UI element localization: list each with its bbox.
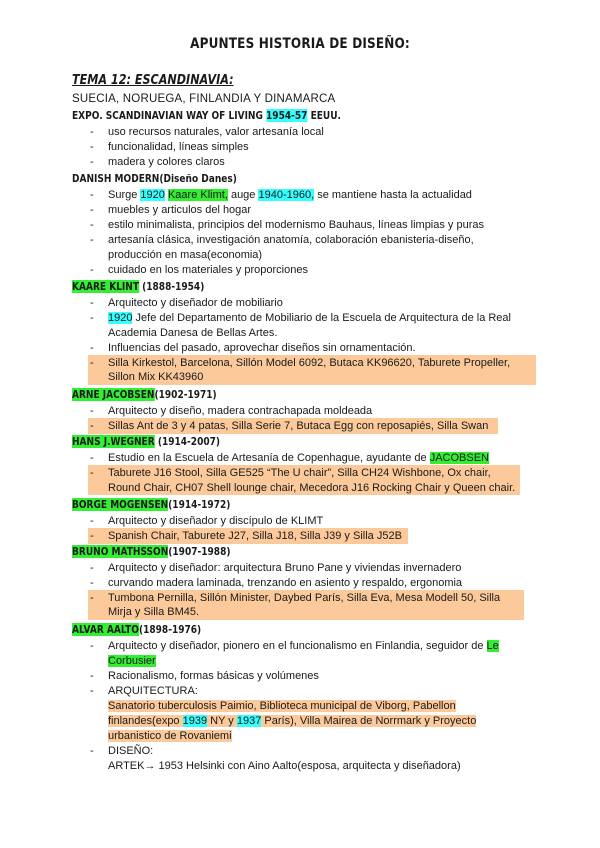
list-item: Racionalismo, formas básicas y volúmenes <box>108 670 319 682</box>
bullet-dash: - <box>90 592 94 604</box>
aalto-heading: ALVAR AALTO(1898-1976) <box>72 623 202 636</box>
bullet-dash: - <box>90 405 94 417</box>
list-item: Silla Kirkestol, Barcelona, Sillón Model 6092, Butaca KK96620, Taburete Propeller, <box>108 357 511 369</box>
list-item-continuation: producción en masa(economia) <box>108 249 263 261</box>
wegner-heading: HANS J.WEGNER (1914-2007) <box>72 435 221 448</box>
list-item: muebles y articulos del hogar <box>108 204 252 216</box>
architecture-line: Sanatorio tuberculosis Paimio, Biblioteca municipal de Viborg, Pabellon <box>108 700 456 712</box>
bullet-dash: - <box>90 745 94 757</box>
architecture-line: urbanistico de Rovaniemi <box>108 730 232 742</box>
bullet-dash: - <box>90 530 94 542</box>
list-item: Estudio en la Escuela de Artesanía de Copenhague, ayudante de JACOBSEN <box>108 452 489 464</box>
expo-heading: EXPO. SCANDINAVIAN WAY OF LIVING 1954-57 EEUU. <box>72 109 341 122</box>
list-item: uso recursos naturales, valor artesanía local <box>108 126 324 138</box>
list-item: curvando madera laminada, trenzando en asiento y respaldo, ergonomia <box>108 577 463 589</box>
list-item: DISEÑO: <box>108 745 154 757</box>
list-item: Arquitecto y diseñador: arquitectura Bruno Pane y viviendas invernadero <box>108 562 462 574</box>
jacobsen-heading: ARNE JACOBSEN(1902-1971) <box>72 388 217 401</box>
list-item: Tumbona Pernilla, Sillón Minister, Daybed París, Silla Eva, Mesa Modell 50, Silla <box>108 592 501 604</box>
bullet-dash: - <box>90 219 94 231</box>
bullet-dash: - <box>90 342 94 354</box>
list-item: cuidado en los materiales y proporciones <box>108 264 308 276</box>
list-item: Arquitecto y diseñador de mobiliario <box>108 297 283 309</box>
bullet-dash: - <box>90 685 94 697</box>
list-item: Taburete J16 Stool, Silla GE525 “The U chair”, Silla CH24 Wishbone, Ox chair, <box>108 467 491 479</box>
bullet-dash: - <box>90 297 94 309</box>
list-item: madera y colores claros <box>108 156 225 168</box>
bullet-dash: - <box>90 577 94 589</box>
list-item: 1920 Jefe del Departamento de Mobiliario de la Escuela de Arquitectura de la Real <box>108 312 511 324</box>
mathsson-heading: BRUNO MATHSSON(1907-1988) <box>72 545 231 558</box>
list-item: artesanía clásica, investigación anatomía, colaboración ebanisteria-diseño, <box>108 234 474 246</box>
bullet-dash: - <box>90 141 94 153</box>
list-item-continuation: Corbusier <box>108 655 156 667</box>
list-item: Influencias del pasado, aprovechar diseños sin ornamentación. <box>108 342 416 354</box>
list-item: ARQUITECTURA: <box>108 685 198 697</box>
bullet-dash: - <box>90 420 94 432</box>
list-item: Arquitecto y diseñador, pionero en el funcionalismo en Finlandia, seguidor de Le <box>108 640 499 652</box>
list-item: Arquitecto y diseñador y discípulo de KLIMT <box>108 515 324 527</box>
bullet-dash: - <box>90 204 94 216</box>
list-item: Spanish Chair, Taburete J27, Silla J18, Silla J39 y Silla J52B <box>108 530 402 542</box>
topic-heading: TEMA 12: ESCANDINAVIA: <box>72 73 234 88</box>
klint-heading: KAARE KLINT (1888-1954) <box>72 280 205 293</box>
bullet-dash: - <box>90 467 94 479</box>
countries-subtitle: SUECIA, NORUEGA, FINLANDIA Y DINAMARCA <box>72 93 336 105</box>
bullet-dash: - <box>90 234 94 246</box>
bullet-dash: - <box>90 670 94 682</box>
bullet-dash: - <box>90 189 94 201</box>
list-item: estilo minimalista, principios del modernismo Bauhaus, líneas limpias y puras <box>108 219 484 231</box>
bullet-dash: - <box>90 357 94 369</box>
bullet-dash: - <box>90 515 94 527</box>
list-item-continuation: Sillon Mix KK43960 <box>108 371 204 383</box>
list-item: Arquitecto y diseño, madera contrachapada moldeada <box>108 405 373 417</box>
list-item: Sillas Ant de 3 y 4 patas, Silla Serie 7, Butaca Egg con reposapiés, Silla Swan <box>108 420 489 432</box>
list-item-continuation: Mirja y Silla BM45. <box>108 606 200 618</box>
list-item-continuation: Academia Danesa de Bellas Artes. <box>108 327 278 339</box>
mogensen-heading: BORGE MOGENSEN(1914-1972) <box>72 498 231 511</box>
design-line: ARTEK→ 1953 Helsinki con Aino Aalto(esposa, arquitecta y diseñadora) <box>108 760 461 772</box>
bullet-dash: - <box>90 312 94 324</box>
architecture-line: finlandes(expo 1939 NY y 1937 París), Villa Mairea de Norrmark y Proyecto <box>108 715 477 727</box>
list-item-continuation: Round Chair, CH07 Shell lounge chair, Mecedora J16 Rocking Chair y Queen chair. <box>108 482 516 494</box>
list-item: Surge 1920 Kaare Klimt, auge 1940-1960, se mantiene hasta la actualidad <box>108 189 472 201</box>
bullet-dash: - <box>90 264 94 276</box>
page-title: APUNTES HISTORIA DE DISEÑO: <box>190 36 410 52</box>
bullet-dash: - <box>90 562 94 574</box>
bullet-dash: - <box>90 452 94 464</box>
bullet-dash: - <box>90 156 94 168</box>
danish-heading: DANISH MODERN(Diseño Danes) <box>72 172 237 185</box>
expo-year: 1954-57 <box>266 109 308 122</box>
list-item: funcionalidad, líneas simples <box>108 141 249 153</box>
bullet-dash: - <box>90 126 94 138</box>
bullet-dash: - <box>90 640 94 652</box>
